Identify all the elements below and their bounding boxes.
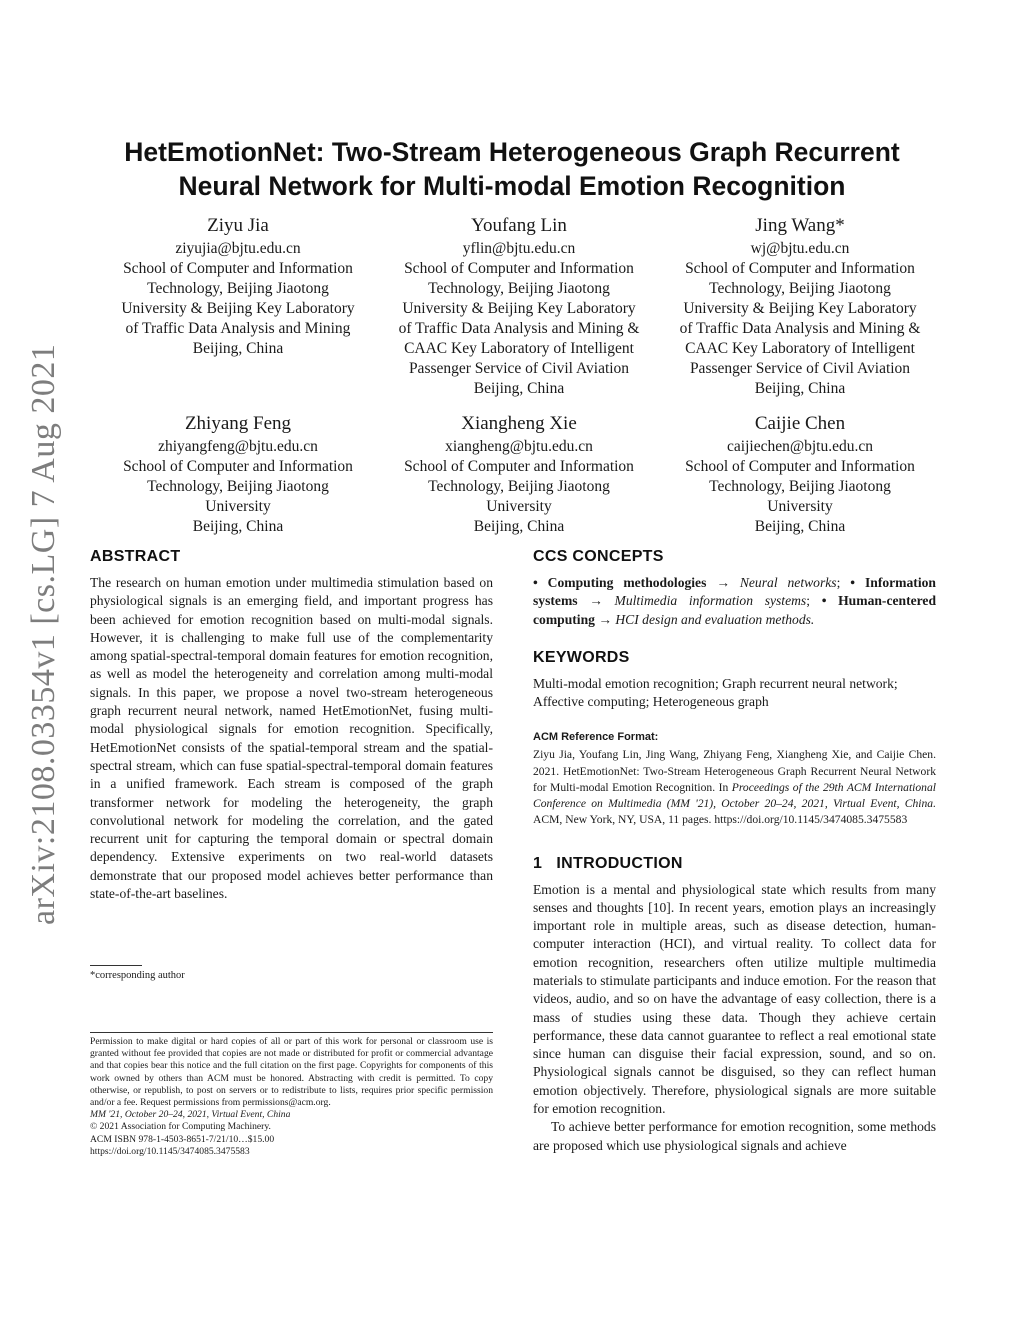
affil-line: of Traffic Data Analysis and Mining (125, 320, 351, 337)
footnote-divider (90, 965, 142, 966)
author-name: Ziyu Jia (207, 215, 269, 236)
acm-ref-heading: ACM Reference Format: (533, 731, 659, 744)
affil-line: of Traffic Data Analysis and Mining & (679, 320, 921, 337)
author-block (100, 214, 376, 399)
author-email[interactable]: yflin@bjtu.edu.cn (462, 240, 576, 257)
author-name: Youfang Lin (471, 215, 567, 236)
author-email[interactable]: caijiechen@bjtu.edu.cn (727, 438, 873, 455)
affil-line: School of Computer and Information (685, 260, 915, 277)
author-name: Jing Wang* (755, 215, 845, 236)
acm-reference (533, 731, 936, 828)
affil-line: University (205, 498, 271, 515)
author-email[interactable]: zhiyangfeng@bjtu.edu.cn (158, 438, 318, 455)
keywords-text: Multi-modal emotion recognition; Graph recurrent neural network; Affective computing; Heterogeneous graph (533, 675, 898, 710)
affil-line: Technology, Beijing Jiaotong (428, 478, 610, 495)
affil-line: Technology, Beijing Jiaotong (428, 280, 610, 297)
intro-heading: 1 INTRODUCTION (533, 854, 683, 872)
doi-link[interactable]: https://doi.org/10.1145/3474085.3475583 (90, 1145, 250, 1157)
acm-ref-text: Ziyu Jia, Youfang Lin, Jing Wang, Zhiyang Feng, Xiangheng Xie, and Caijie Chen. 2021. HetEmotionNet: Two-Stream Heterogeneous Graph Recurrent Neural Network for Multi-modal Emotion Recognition. In Proceedings of the 29th ACM International Conference on Multimedia (MM '21), October 20–24, 2021, Virtual Event, China. ACM, New York, NY, USA, 11 pages. https://doi.org/10.1145/3474085.3475583 (533, 748, 936, 827)
title-line-1: HetEmotionNet: Two-Stream Heterogeneous Graph Recurrent (124, 137, 900, 167)
affil-line: Technology, Beijing Jiaotong (147, 478, 329, 495)
intro-paragraph-2: To achieve better performance for emotion recognition, some methods are proposed which use physiological signals and achieve (533, 1119, 936, 1153)
abstract-text: The research on human emotion under multimedia stimulation based on physiological signals is an emerging field, and important progress has been achieved for emotion recognition based on multi-modal signals. However, it is challenging to make full use of the complementarity among spatial-spectral-temporal domain features for emotion recognition, as well as model the heterogeneity and correlation among multi-modal signals. In this paper, we propose a novel two-stream heterogeneous graph recurrent neural network, named HetEmotionNet, fusing multi-modal physiological signals for emotion recognition. Specifically, HetEmotionNet consists of the spatial-temporal stream and the spatial-spectral stream, which can fuse spatial-spectral-temporal domain features in a unified framework. Each stream is composed of the graph transformer network for modeling the heterogeneity, the graph convolutional network for modeling the correlation, and the gated recurrent unit for capturing the temporal domain or spectral domain dependency. Extensive experiments on two real-world datasets demonstrate that our proposed model achieves better performance than state-of-the-art baselines. (90, 575, 493, 902)
affil-line: University (486, 498, 552, 515)
affil-line: Passenger Service of Civil Aviation (689, 360, 911, 377)
author-block (381, 412, 657, 537)
affil-line: Technology, Beijing Jiaotong (147, 280, 329, 297)
permission-divider (90, 1032, 493, 1033)
author-block (662, 214, 938, 399)
author-email[interactable]: xiangheng@bjtu.edu.cn (445, 438, 593, 455)
affil-line: of Traffic Data Analysis and Mining & (398, 320, 640, 337)
keywords-heading: KEYWORDS (533, 648, 630, 666)
affil-line: University (767, 498, 833, 515)
permission-block (90, 1036, 493, 1158)
author-name: Xiangheng Xie (461, 413, 577, 434)
conference-line: MM '21, October 20–24, 2021, Virtual Event, China (90, 1109, 291, 1121)
affil-line: University & Beijing Key Laboratory (402, 300, 636, 317)
paper-title (80, 135, 944, 203)
affil-line: Passenger Service of Civil Aviation (408, 360, 630, 377)
affil-line: Beijing, China (754, 380, 846, 397)
ccs-text: • Computing methodologies → Neural networks; • Information systems → Multimedia information systems; • Human-centered computing → HCI design and evaluation methods. (533, 575, 937, 627)
author-name: Caijie Chen (754, 413, 846, 434)
permission-text: Permission to make digital or hard copies of all or part of this work for personal or classroom use is granted without fee provided that copies are not made or distributed for profit or commercial advantage and that copies bear this notice and the full citation on the first page. Copyrights for components of this work owned by others than ACM must be honored. Abstracting with credit is permitted. To copy otherwise, or republish, to post on servers or to redistribute to lists, requires prior specific permission and/or a fee. Request permissions from permissions@acm.org. (90, 1036, 493, 1109)
isbn-line: ACM ISBN 978-1-4503-8651-7/21/10…$15.00 (90, 1133, 275, 1145)
copyright-line: © 2021 Association for Computing Machinery. (90, 1121, 271, 1133)
affil-line: School of Computer and Information (123, 458, 353, 475)
affil-line: Beijing, China (192, 518, 284, 535)
affil-line: Technology, Beijing Jiaotong (709, 478, 891, 495)
arxiv-stamp: arXiv:2108.03354v1 [cs.LG] 7 Aug 2021 (25, 343, 62, 925)
author-email[interactable]: ziyujia@bjtu.edu.cn (175, 240, 301, 257)
author-row-1 (100, 214, 938, 399)
abstract-heading: ABSTRACT (90, 548, 181, 565)
footnote: *corresponding author (90, 970, 185, 981)
intro-paragraph-1: Emotion is a mental and physiological state which results from many senses and thoughts [10]. In recent years, emotion plays an increasingly important role in multiple areas, such as disease detection, human-computer interaction (HCI), and virtual reality. To collect data for emotion recognition, researchers often utilize multiple multimedia materials to stimulate participants and induce emotion. For the reason that videos, audio, and so on have the advantage of easy collection, there is a mass of studies using these data. Though they achieve certain performance, these data cannot guarantee to reflect a real emotional state since human can disguise their facial expression, sound, and so on. Physiological signals cannot be disguised, so they can reflect human emotion objectively. Therefore, physiological signals are more suitable for emotion recognition. (533, 881, 936, 1117)
affil-line: CAAC Key Laboratory of Intelligent (685, 340, 915, 357)
author-block (100, 412, 376, 537)
affil-line: Beijing, China (192, 340, 284, 357)
affil-line: University & Beijing Key Laboratory (683, 300, 917, 317)
affil-line: Beijing, China (754, 518, 846, 535)
left-column (90, 548, 493, 903)
affil-line: School of Computer and Information (404, 260, 634, 277)
author-block (381, 214, 657, 399)
affil-line: School of Computer and Information (685, 458, 915, 475)
affil-line: Beijing, China (473, 518, 565, 535)
author-row-2 (100, 412, 938, 537)
affil-line: School of Computer and Information (404, 458, 634, 475)
affil-line: Technology, Beijing Jiaotong (709, 280, 891, 297)
right-column (533, 548, 936, 1155)
author-email[interactable]: wj@bjtu.edu.cn (750, 240, 850, 257)
affil-line: CAAC Key Laboratory of Intelligent (404, 340, 634, 357)
affil-line: University & Beijing Key Laboratory (121, 300, 355, 317)
affil-line: School of Computer and Information (123, 260, 353, 277)
author-block (662, 412, 938, 537)
affil-line: Beijing, China (473, 380, 565, 397)
ccs-heading: CCS CONCEPTS (533, 548, 664, 565)
title-line-2: Neural Network for Multi-modal Emotion Recognition (178, 171, 846, 201)
author-name: Zhiyang Feng (184, 413, 292, 434)
